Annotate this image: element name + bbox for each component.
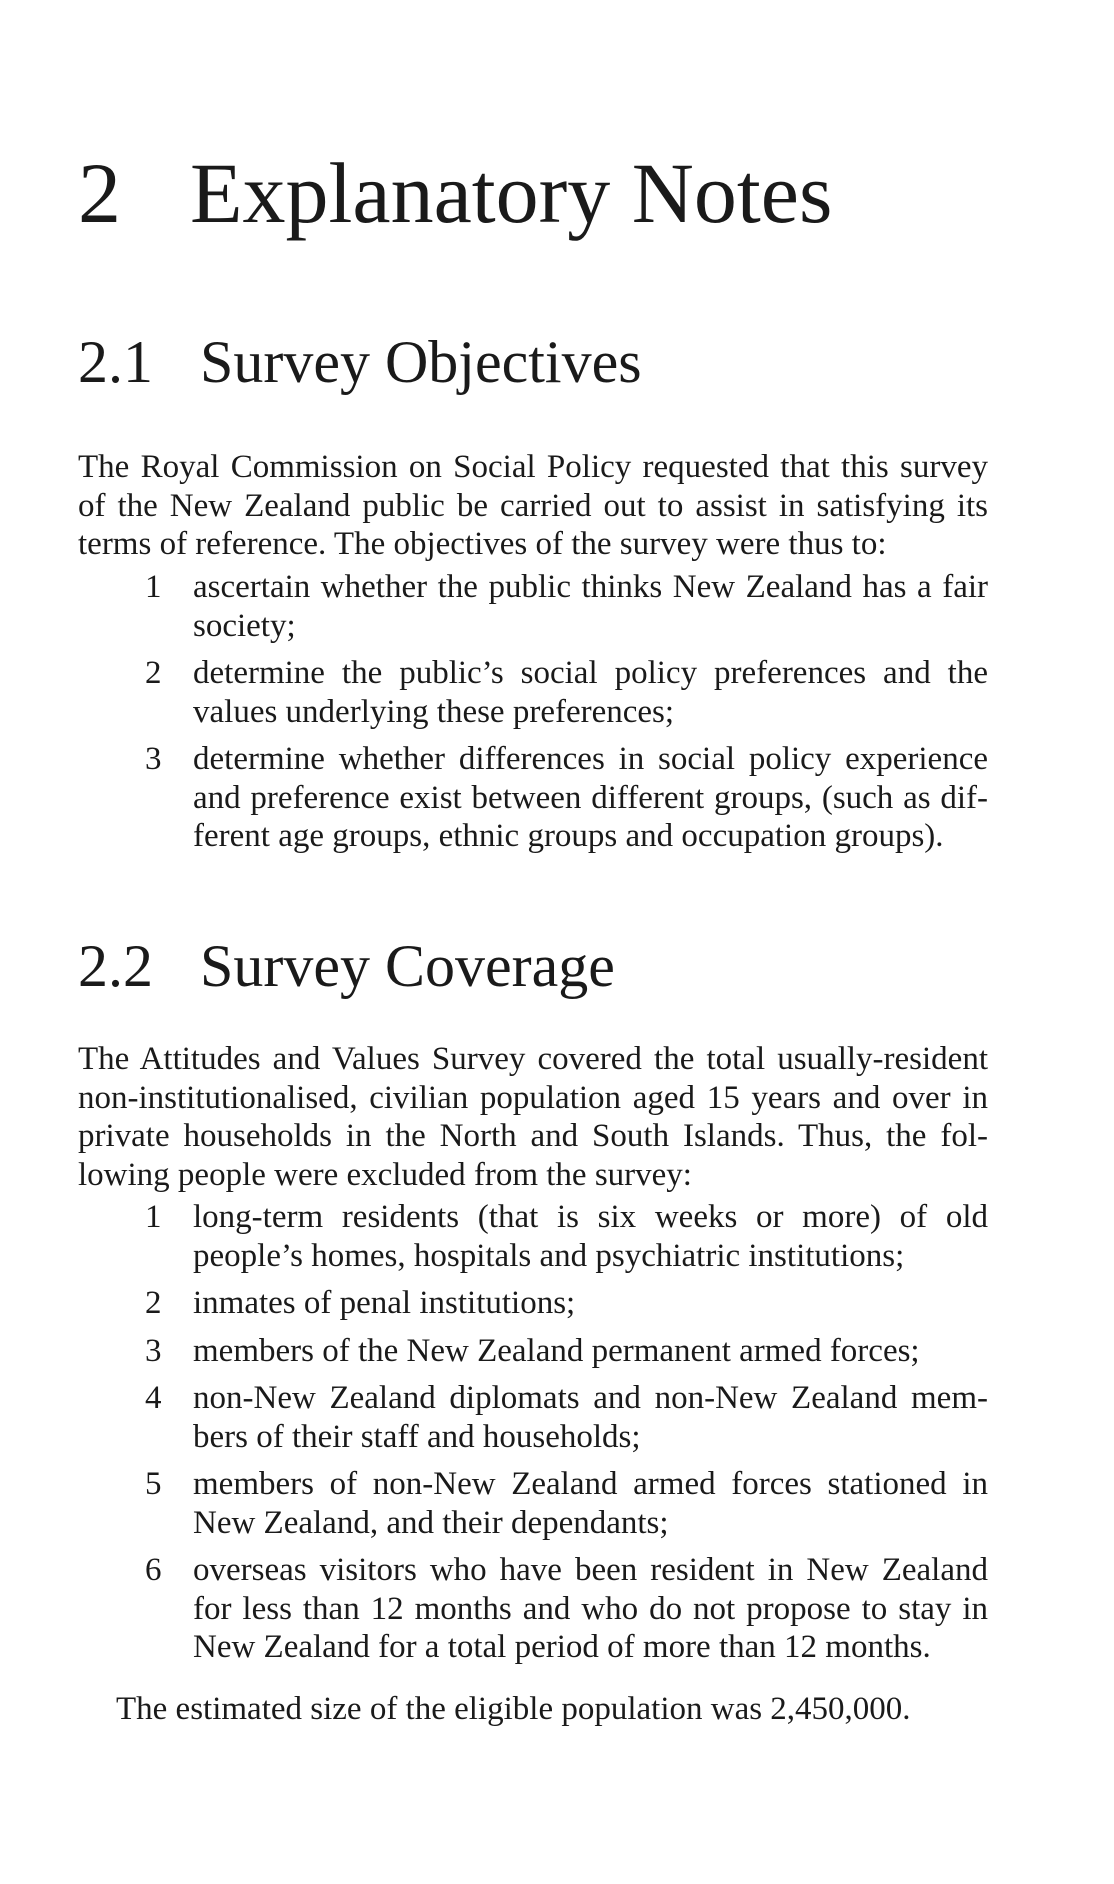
section-number: 2.1 — [78, 329, 153, 395]
list-item-text: inmates of penal institutions; — [193, 1285, 576, 1321]
list-item-number: 4 — [145, 1380, 162, 1416]
chapter-heading — [78, 145, 833, 241]
list-item-text: long-term residents (that is six weeks or more) of old people’s homes, hospitals and psychiatric institutions; — [193, 1199, 988, 1274]
exclusions-list — [78, 1198, 988, 1676]
list-item — [78, 1465, 988, 1542]
list-item-number: 5 — [145, 1466, 162, 1502]
list-item-number: 3 — [145, 1332, 162, 1369]
list-item-text: members of the New Zealand permanent armed forces; — [193, 1332, 920, 1369]
section-heading-survey-coverage — [78, 933, 615, 999]
list-item-text: determine the public’s social policy preferences and the values underlying these preferences; — [193, 655, 988, 730]
list-item — [78, 1332, 988, 1371]
objectives-list — [78, 568, 988, 865]
section-title: Survey Coverage — [200, 933, 615, 999]
list-item-number: 2 — [145, 1285, 162, 1321]
survey-objectives-paragraph: The Royal Commission on Social Policy requested that this survey of the New Zealand public be carried out to assist in satisfying its terms of reference. The objectives of the survey were thus to: — [78, 449, 988, 562]
section-title: Survey Objectives — [200, 329, 642, 395]
list-item-text: non-New Zealand diplomats and non-New Zealand members of their staff and households; — [193, 1380, 988, 1455]
section-heading-survey-objectives — [78, 329, 642, 395]
list-item-text: determine whether differences in social policy experience and preference exist between different groups, (such as different age groups, ethnic groups and occupation groups). — [193, 741, 988, 854]
chapter-title: Explanatory Notes — [190, 145, 833, 241]
eligible-population-statement: The estimated size of the eligible population was 2,450,000. — [116, 1691, 911, 1727]
list-item-number: 1 — [145, 1199, 162, 1235]
list-item — [78, 654, 988, 731]
list-item — [78, 1379, 988, 1456]
chapter-number: 2 — [78, 145, 121, 241]
list-item-number: 2 — [145, 655, 162, 691]
list-item — [78, 1551, 988, 1667]
list-item — [78, 568, 988, 645]
list-item-text: ascertain whether the public thinks New Zealand has a fair society; — [193, 569, 988, 644]
section-number: 2.2 — [78, 933, 153, 999]
list-item-number: 3 — [145, 741, 162, 777]
survey-coverage-paragraph: The Attitudes and Values Survey covered the total usually-resident non-institutionalised, civilian population aged 15 years and over in private households in the North and South Islands. Thus, the following people were excluded from the survey: — [78, 1041, 988, 1193]
list-item-number: 6 — [145, 1552, 162, 1588]
list-item-text: overseas visitors who have been resident in New Zealand for less than 12 months and who do not propose to stay in New Zealand for a total period of more than 12 months. — [193, 1552, 988, 1665]
list-item — [78, 740, 988, 856]
list-item-number: 1 — [145, 569, 162, 605]
list-item — [78, 1198, 988, 1275]
list-item — [78, 1284, 988, 1323]
list-item-text: members of non-New Zealand armed forces stationed in New Zealand, and their dependants; — [193, 1466, 988, 1541]
